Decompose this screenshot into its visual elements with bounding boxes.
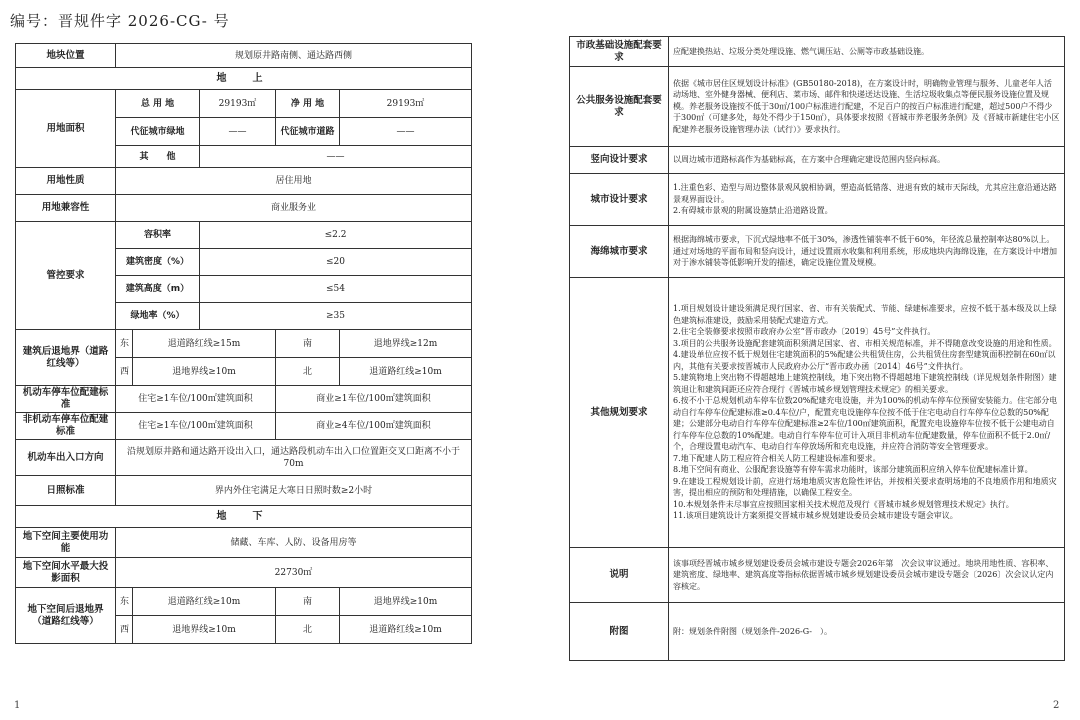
land-area-label: 用地面积 bbox=[16, 90, 116, 168]
underground-north-value: 退道路红线≥10m bbox=[340, 616, 472, 644]
below-ground-header: 地 下 bbox=[16, 506, 472, 528]
public-service-label: 公共服务设施配套要求 bbox=[570, 67, 669, 147]
sponge-city-label: 海绵城市要求 bbox=[570, 226, 669, 278]
requirement-line: 11.该项目建筑设计方案须提交晋城市城乡规划建设委员会城市建设专题会审议。 bbox=[673, 511, 958, 521]
municipal-value: 应配建换热站、垃圾分类处理设施、燃气调压站、公厕等市政基础设施。 bbox=[669, 37, 1065, 67]
requirement-line: 6.按不小于总规划机动车停车位数20%配建充电设施，并为100%的机动车停车位预留安装能力。住宅部分电动自行车停车位配建标准≥0.4车位/户，配置充电设施停车位按不低于住宅电动自行车停车位总数的50%配建；公建部分电动自行车停车位配建标准≥2车位/100㎡建筑面积，配置充电设施停车位按不低于公建电动自行车停车位总数的10%配建。电动自行车停车位可计入项目非机动车位配建数量，停车位面积不低于2.0㎡/个，合理设置电动汽车、电动自行车停放场所和充电设施，并应符合消防等安全管理要求。 bbox=[673, 396, 1058, 452]
note-label: 说明 bbox=[570, 548, 669, 603]
compatibility-label: 用地兼容性 bbox=[16, 195, 116, 222]
setback-west-value: 退地界线≥10m bbox=[133, 358, 276, 386]
above-ground-header: 地 上 bbox=[16, 68, 472, 90]
requirement-line: 2.住宅全装修要求按照市政府办公室“晋市政办〔2019〕45号”文件执行。 bbox=[673, 327, 936, 337]
height-value: ≤54 bbox=[200, 276, 472, 303]
underground-use-value: 储藏、车库、人防、设备用房等 bbox=[116, 528, 472, 558]
setback-west-label: 西 bbox=[116, 358, 133, 386]
control-label: 管控要求 bbox=[16, 222, 116, 330]
vertical-design-label: 竖向设计要求 bbox=[570, 147, 669, 174]
page-number-1: 1 bbox=[14, 700, 21, 711]
row-location bbox=[16, 44, 472, 68]
setback-east-value: 退道路红线≥15m bbox=[133, 330, 276, 358]
setback-south-label: 南 bbox=[276, 330, 340, 358]
urban-design-label: 城市设计要求 bbox=[570, 174, 669, 226]
underground-setback-label: 地下空间后退地界（道路红线等） bbox=[16, 588, 116, 644]
underground-east-label: 东 bbox=[116, 588, 133, 616]
green-ratio-value: ≥35 bbox=[200, 303, 472, 330]
setback-east-label: 东 bbox=[116, 330, 133, 358]
setback-north-label: 北 bbox=[276, 358, 340, 386]
vertical-design-value: 以周边城市道路标高作为基础标高，在方案中合理确定建设范围内竖向标高。 bbox=[669, 147, 1065, 174]
municipal-label: 市政基础设施配套要求 bbox=[570, 37, 669, 67]
sunlight-value: 界内外住宅满足大寒日日照时数≥2小时 bbox=[116, 476, 472, 506]
underground-south-label: 南 bbox=[276, 588, 340, 616]
requirement-line: 8.地下空间有商业、公服配套设施等有停车需求功能时，该部分建筑面积应纳入停车位配建标准计算。 bbox=[673, 465, 1033, 475]
document-serial-number: 编号：晋规件字 2026-CG- 号 bbox=[10, 12, 230, 30]
bike-parking-commercial: 商业≥4车位/100㎡建筑面积 bbox=[276, 413, 472, 440]
requirement-line: 1.项目规划设计建设须满足现行国家、省、市有关装配式、节能、绿建标准要求，应按不低于基本级及以上绿色建筑标准建设，鼓励采用装配式建造方式。 bbox=[673, 304, 1057, 325]
green-land-value: —— bbox=[200, 118, 276, 146]
urban-design-line: 1.注重色彩、造型与周边整体景观风貌相协调，塑造高低错落、进退有致的城市天际线，尤其应注意沿通达路景观界面设计。 bbox=[673, 183, 1057, 204]
road-land-value: —— bbox=[340, 118, 472, 146]
requirement-line: 4.建设单位应按不低于规划住宅建筑面积的5%配建公共租赁住房，公共租赁住房套型建筑面积控制在60㎡以内，其他有关要求按晋城市人民政府办公厅“晋市政办函〔2014〕46号”文件执行。 bbox=[673, 350, 1056, 371]
attachment-value: 附：规划条件附图（规划条件-2026-G- ）。 bbox=[669, 603, 1065, 661]
bike-parking-residential: 住宅≥1车位/100㎡建筑面积 bbox=[116, 413, 276, 440]
other-land-value: —— bbox=[200, 146, 472, 168]
planning-conditions-table-page-1 bbox=[15, 43, 472, 644]
underground-west-value: 退地界线≥10m bbox=[133, 616, 276, 644]
underground-north-label: 北 bbox=[276, 616, 340, 644]
entrance-value: 沿规划原井路和通达路开设出入口，通达路段机动车出入口位置距交叉口距离不小于70m bbox=[116, 440, 472, 476]
requirement-line: 7.地下配建人防工程应符合相关人防工程建设标准和要求。 bbox=[673, 453, 881, 463]
car-parking-residential: 住宅≥1车位/100㎡建筑面积 bbox=[116, 386, 276, 413]
underground-east-value: 退道路红线≥10m bbox=[133, 588, 276, 616]
entrance-label: 机动车出入口方向 bbox=[16, 440, 116, 476]
other-requirements-value bbox=[669, 278, 1065, 548]
underground-use-label: 地下空间主要使用功能 bbox=[16, 528, 116, 558]
sunlight-label: 日照标准 bbox=[16, 476, 116, 506]
total-land-value: 29193㎡ bbox=[200, 90, 276, 118]
other-requirements-label: 其他规划要求 bbox=[570, 278, 669, 548]
requirement-line: 3.项目的公共服务设施配套建筑面积须满足国家、省、市相关规范标准，并不得随意改变设施的用途和性质。 bbox=[673, 338, 1057, 348]
underground-area-label: 地下空间水平最大投影面积 bbox=[16, 558, 116, 588]
planning-conditions-table-page-2 bbox=[569, 36, 1065, 661]
page-number-2: 2 bbox=[1053, 700, 1060, 711]
height-label: 建筑高度（m） bbox=[116, 276, 200, 303]
density-value: ≤20 bbox=[200, 249, 472, 276]
underground-area-value: 22730㎡ bbox=[116, 558, 472, 588]
setback-south-value: 退地界线≥12m bbox=[340, 330, 472, 358]
attachment-label: 附图 bbox=[570, 603, 669, 661]
land-use-label: 用地性质 bbox=[16, 168, 116, 195]
far-label: 容积率 bbox=[116, 222, 200, 249]
location-label: 地块位置 bbox=[16, 44, 116, 68]
sponge-city-value: 根据海绵城市要求，下沉式绿地率不低于30%，渗透性铺装率不低于60%，年径流总量控制率达80%以上。通过对场地的平面布局和竖向设计，通过设置雨水收集和利用系统，形成地块内海绵设施，在方案设计中增加对于渗水铺装等低影响开发的描述，确定设施位置及规模。 bbox=[669, 226, 1065, 278]
car-parking-commercial: 商业≥1车位/100㎡建筑面积 bbox=[276, 386, 472, 413]
road-land-label: 代征城市道路 bbox=[276, 118, 340, 146]
setback-north-value: 退道路红线≥10m bbox=[340, 358, 472, 386]
far-value: ≤2.2 bbox=[200, 222, 472, 249]
underground-west-label: 西 bbox=[116, 616, 133, 644]
car-parking-label: 机动车停车位配建标准 bbox=[16, 386, 116, 413]
requirement-line: 10.本规划条件未尽事宜应按照国家相关技术规范及现行《晋城市城乡规划管理技术规定》执行。 bbox=[673, 499, 1014, 509]
density-label: 建筑密度（%） bbox=[116, 249, 200, 276]
underground-south-value: 退地界线≥10m bbox=[340, 588, 472, 616]
other-land-label: 其 他 bbox=[116, 146, 200, 168]
requirement-line: 9.在建设工程规划设计前，应进行场地地质灾害危险性评估，并按相关要求查明场地的不良地质作用和地质灾害，提出相应的预防和处理措施，以确保工程安全。 bbox=[673, 476, 1057, 498]
green-land-label: 代征城市绿地 bbox=[116, 118, 200, 146]
location-value: 规划原井路南侧、通达路西侧 bbox=[116, 44, 472, 68]
total-land-label: 总 用 地 bbox=[116, 90, 200, 118]
requirement-line: 5.建筑物地上突出物不得超越地上建筑控制线，地下突出物不得超越地下建筑控制线（详见规划条件附图）建筑退让和建筑间距还应符合现行《晋城市城乡规划管理技术规定》的相关要求。 bbox=[673, 373, 1057, 394]
public-service-value: 依据《城市居住区规划设计标准》(GB50180-2018)，在方案设计时，明确物业管理与服务、儿童老年人活动场地、室外健身器械、便利店、菜市场、邮件和快递送达设施、生活垃圾收集点等便民服务设施位置及规模。养老服务设施按不低于30㎡/100户标准进行配建，不足百户的按百户标准进行配建，超过500户不得少于300㎡（可建多处，每处不得少于150㎡），具体要求按照《晋城市养老服务条例》及《晋城市新建住宅小区配建养老服务设施管理办法（试行）》要求执行。 bbox=[669, 67, 1065, 147]
green-ratio-label: 绿地率（%） bbox=[116, 303, 200, 330]
net-land-value: 29193㎡ bbox=[340, 90, 472, 118]
urban-design-line: 2.有碍城市景观的附属设施禁止沿道路设置。 bbox=[673, 206, 833, 216]
compatibility-value: 商业服务业 bbox=[116, 195, 472, 222]
setback-label: 建筑后退地界（道路红线等） bbox=[16, 330, 116, 386]
net-land-label: 净 用 地 bbox=[276, 90, 340, 118]
note-value: 该事项经晋城市城乡规划建设委员会城市建设专题会2026年第 次会议审议通过。地块用地性质、容积率、建筑密度、绿地率、建筑高度等指标依据晋城市城乡规划建设委员会城市建设专题会〔2026〕次会议认定内容核定。 bbox=[669, 548, 1065, 603]
bike-parking-label: 非机动车停车位配建标准 bbox=[16, 413, 116, 440]
land-use-value: 居住用地 bbox=[116, 168, 472, 195]
urban-design-value bbox=[669, 174, 1065, 226]
